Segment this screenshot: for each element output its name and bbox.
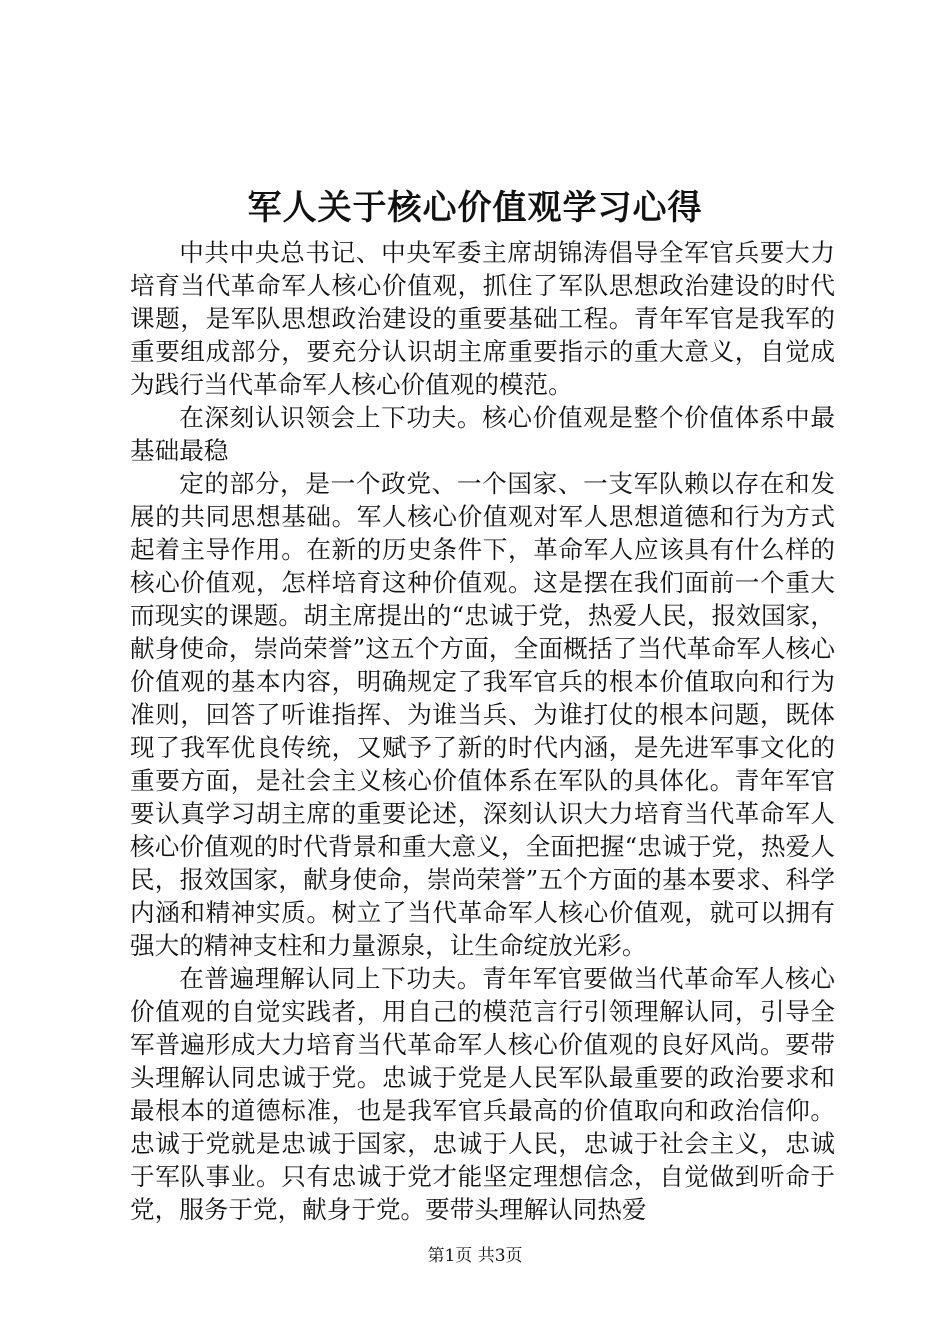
paragraph-2: 在深刻认识领会上下功夫。核心价值观是整个价值体系中最基础最稳 (130, 403, 835, 465)
paragraph-4: 在普遍理解认同上下功夫。青年军官要做当代革命军人核心价值观的自觉实践者，用自己的模范言行引领理解认同，引导全军普遍形成大力培育当代革命军人核心价值观的良好风尚。要带头理解认同忠诚于党。忠诚于党是人民军队最重要的政治要求和最根本的道德标准，也是我军官兵最高的价值取向和政治信仰。忠诚于党就是忠诚于国家，忠诚于人民，忠诚于社会主义，忠诚于军队事业。只有忠诚于党才能坚定理想信念，自觉做到听命于党，服务于党，献身于党。要带头理解认同热爱 (130, 964, 835, 1224)
page-footer: 第1页 共3页 (427, 1246, 523, 1266)
paragraph-1: 中共中央总书记、中央军委主席胡锦涛倡导全军官兵要大力培育当代革命军人核心价值观，抓住了军队思想政治建设的时代课题，是军队思想政治建设的重要基础工程。青年军官是我军的重要组成部分，要充分认识胡主席重要指示的重大意义，自觉成为践行当代革命军人核心价值观的模范。 (130, 238, 835, 399)
document-title: 军人关于核心价值观学习心得 (247, 188, 703, 228)
document-body (130, 236, 835, 1226)
paragraph-3: 定的部分，是一个政党、一个国家、一支军队赖以存在和发展的共同思想基础。军人核心价值观对军人思想道德和行为方式起着主导作用。在新的历史条件下，革命军人应该具有什么样的核心价值观，怎样培育这种价值观。这是摆在我们面前一个重大而现实的课题。胡主席提出的“忠诚于党，热爱人民，报效国家，献身使命，崇尚荣誉”这五个方面，全面概括了当代革命军人核心价值观的基本内容，明确规定了我军官兵的根本价值取向和行为准则，回答了听谁指挥、为谁当兵、为谁打仗的根本问题，既体现了我军优良传统，又赋予了新的时代内涵，是先进军事文化的重要方面，是社会主义核心价值体系在军队的具体化。青年军官要认真学习胡主席的重要论述，深刻认识大力培育当代革命军人核心价值观的时代背景和重大意义，全面把握“忠诚于党，热爱人民，报效国家，献身使命，崇尚荣誉”五个方面的基本要求、科学内涵和精神实质。树立了当代革命军人核心价值观，就可以拥有强大的精神支柱和力量源泉，让生命绽放光彩。 (130, 469, 835, 960)
